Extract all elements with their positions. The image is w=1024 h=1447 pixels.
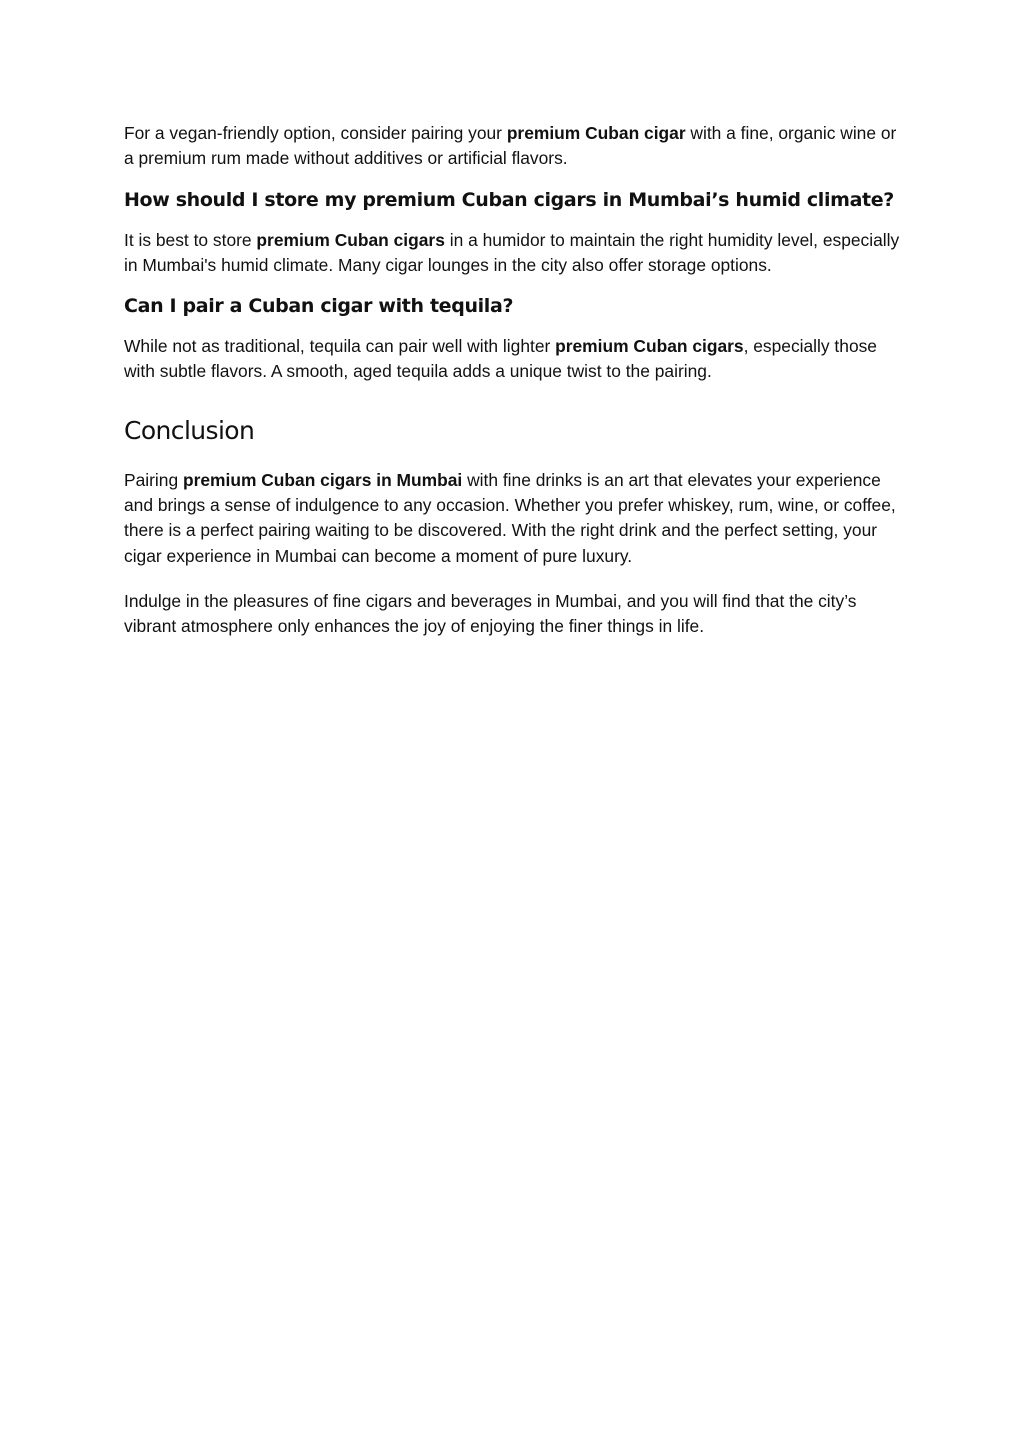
conclusion-paragraph-2: Indulge in the pleasures of fine cigars and beverages in Mumbai, and you will find that the city’s vibrant atmosphere only enhances the joy of enjoying the finer things in life.: [124, 590, 857, 637]
tequila-text-start: While not as traditional, tequila can pair well with lighter: [124, 336, 556, 357]
vegan-paragraph: [124, 121, 904, 172]
store-text-start: It is best to store: [124, 229, 257, 250]
tequila-answer-paragraph: [124, 334, 904, 385]
vegan-text-end: with a fine, organic wine or a premium rum made without additives or artificial flavors.: [124, 123, 897, 169]
conclusion-paragraph-1: [124, 468, 904, 569]
conclusion-heading: Conclusion: [124, 415, 255, 445]
vegan-text-start: For a vegan-friendly option, consider pairing your: [124, 123, 507, 143]
vegan-bold-term: premium Cuban cigar: [506, 123, 686, 143]
store-text-end: in a humidor to maintain the right humidity level, especially in Mumbai's humid climate. Many cigar lounges in the city also offer storage options.: [124, 229, 900, 275]
conclusion-text-start: Pairing: [124, 469, 183, 490]
tequila-question-heading: Can I pair a Cuban cigar with tequila?: [124, 295, 514, 318]
conclusion-bold-term: premium Cuban cigars in Mumbai: [182, 469, 463, 490]
store-bold-term: premium Cuban cigars: [256, 229, 445, 250]
store-question-heading: How should I store my premium Cuban cigars in Mumbai’s humid climate?: [124, 188, 894, 211]
store-answer-paragraph: [124, 228, 904, 279]
tequila-bold-term: premium Cuban cigars: [555, 336, 744, 357]
conclusion-text-end: with fine drinks is an art that elevates your experience and brings a sense of indulgence to any occasion. Whether you prefer whiskey, rum, wine, or coffee, there is a perfect pairing waiting to be discovered. With the right drink and the perfect setting, your cigar experience in Mumbai can become a moment of pure luxury.: [124, 469, 896, 566]
document-content: [124, 121, 904, 640]
tequila-text-end: , especially those with subtle flavors. A smooth, aged tequila adds a unique twist to the pairing.: [124, 336, 877, 382]
